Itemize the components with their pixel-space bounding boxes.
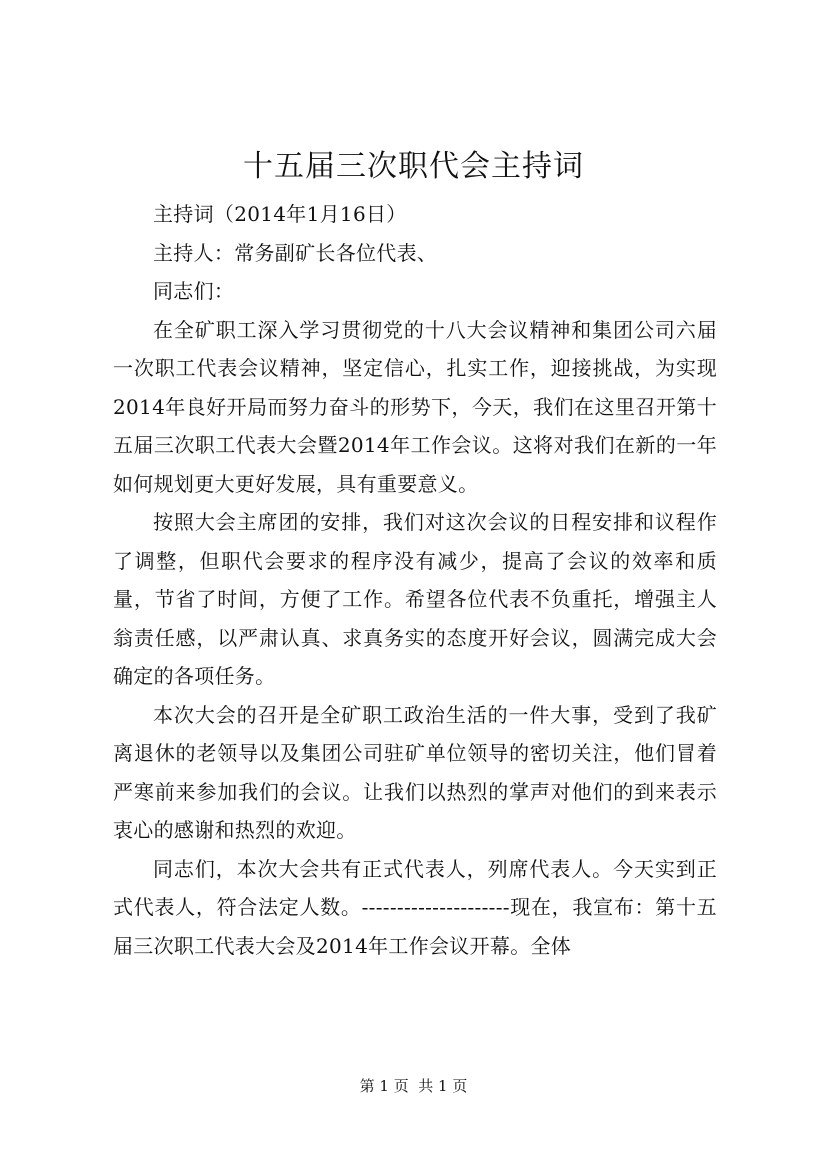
- paragraph-host: 主持人：常务副矿长各位代表、: [153, 240, 438, 265]
- paragraph-date: 主持词（2014年1月16日）: [153, 202, 407, 226]
- paragraph-greeting: 同志们：: [153, 279, 235, 303]
- page-number-label: 第 1 页 共 1 页: [359, 1077, 468, 1095]
- document-title: 十五届三次职代会主持词: [243, 149, 584, 184]
- document-body: [113, 195, 717, 965]
- paragraph-announcement: 同志们，本次大会共有正式代表人，列席代表人。今天实到正式代表人，符合法定人数。---------------------现在，我宣布：第十五届三次职工代表大会及2014年工作会议开幕。全体: [113, 856, 717, 958]
- paragraph-agenda: 按照大会主席团的安排，我们对这次会议的日程安排和议程作了调整，但职代会要求的程序没有减少，提高了会议的效率和质量，节省了时间，方便了工作。希望各位代表不负重托，增强主人翁责任感，以严肃认真、求真务实的态度开好会议，圆满完成大会确定的各项任务。: [113, 510, 717, 688]
- paragraph-opening: 在全矿职工深入学习贯彻党的十八大会议精神和集团公司六届一次职工代表会议精神，坚定信心，扎实工作，迎接挑战，为实现2014年良好开局而努力奋斗的形势下，今天，我们在这里召开第十五届三次职工代表大会暨2014年工作会议。这将对我们在新的一年如何规划更大更好发展，具有重要意义。: [113, 317, 717, 496]
- paragraph-welcome: 本次大会的召开是全矿职工政治生活的一件大事，受到了我矿离退休的老领导以及集团公司驻矿单位领导的密切关注，他们冒着严寒前来参加我们的会议。让我们以热烈的掌声对他们的到来表示衷心的感谢和热烈的欢迎。: [113, 702, 717, 842]
- page-footer: [0, 1076, 827, 1096]
